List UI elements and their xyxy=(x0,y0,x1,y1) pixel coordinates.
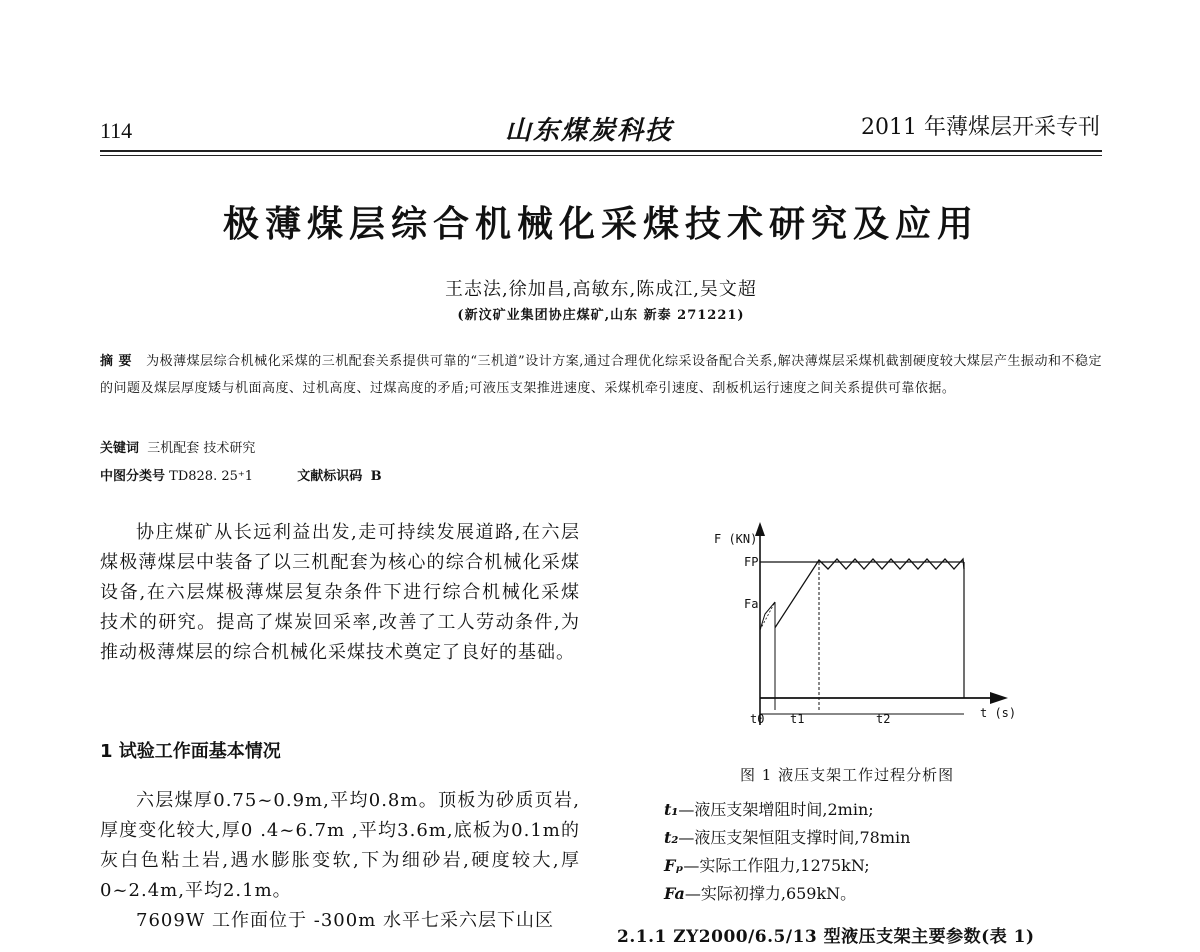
fa-label: Fa xyxy=(744,597,759,611)
figure-caption: 图 1 液压支架工作过程分析图 xyxy=(740,766,955,784)
section-1-body xyxy=(100,786,580,936)
subsection-heading: 2.1.1 ZY2000/6.5/13 型液压支架主要参数(表 1) xyxy=(617,927,1035,947)
header-rule xyxy=(100,150,1102,152)
authors: 王志法,徐加昌,高敏东,陈成江,吴文超 xyxy=(445,279,757,300)
intro-paragraph xyxy=(100,518,580,668)
y-axis-label: F (KN) xyxy=(714,532,758,546)
t2-label: t2 xyxy=(876,712,891,726)
clc-label: 中图分类号 xyxy=(100,469,166,484)
figure-1-chart xyxy=(700,520,1030,745)
fp-label: FP xyxy=(744,555,759,569)
journal-logo: 山东煤炭科技 xyxy=(505,116,674,146)
keywords: 三机配套 技术研究 xyxy=(147,441,256,456)
resistance-curve xyxy=(775,559,964,628)
legend-item: t₁—液压支架增阻时间,2min; xyxy=(664,800,874,819)
x-axis-arrow xyxy=(990,692,1008,704)
page-number: 114 xyxy=(100,118,133,143)
doc-code: B xyxy=(370,469,382,484)
header-rule-thin xyxy=(100,155,1102,156)
keywords-line xyxy=(100,437,255,456)
classification-line xyxy=(100,465,382,484)
legend-item: t₂—液压支架恒阻支撑时间,78min xyxy=(664,828,911,847)
t1-label: t1 xyxy=(790,712,805,726)
legend-item: Fₚ—实际工作阻力,1275kN; xyxy=(664,856,870,875)
intro-text: 协庄煤矿从长远利益出发,走可持续发展道路,在六层煤极薄煤层中装备了以三机配套为核心的综合机械化采煤设备,在六层煤极薄煤层复杂条件下进行综合机械化采煤技术的研究。提高了煤炭回采率,改善了工人劳动条件,为推动极薄煤层的综合机械化采煤技术奠定了良好的基础。 xyxy=(100,522,580,663)
legend-item: Fa—实际初撑力,659kN。 xyxy=(664,884,857,903)
abstract-text: 为极薄煤层综合机械化采煤的三机配套关系提供可靠的“三机道”设计方案,通过合理优化综采设备配合关系,解决薄煤层采煤机截割硬度较大煤层产生振动和不稳定的问题及煤层厚度矮与机面高度、过机高度、过煤高度的矛盾;可液压支架推进速度、采煤机牵引速度、刮板机运行速度之间关系提供可靠依据。 xyxy=(100,354,1102,396)
section-1-para-2: 7609W 工作面位于 -300m 水平七采六层下山区 xyxy=(136,910,554,931)
issue-title: 2011 年薄煤层开采专刊 xyxy=(861,115,1100,140)
doc-code-label: 文献标识码 xyxy=(297,469,363,484)
keywords-label: 关键词 xyxy=(100,441,140,456)
t0-label: t0 xyxy=(750,712,765,726)
section-1-para-1: 六层煤厚0.75~0.9m,平均0.8m。顶板为砂质页岩,厚度变化较大,厚0 .4~6.7m ,平均3.6m,底板为0.1m的灰白色粘土岩,遇水膨胀变软,下为细砂岩,硬度较大,厚0~2.4m,平均2.1m。 xyxy=(100,790,580,901)
affiliation: (新汶矿业集团协庄煤矿,山东 新泰 271221) xyxy=(457,308,745,323)
abstract xyxy=(100,348,1102,402)
abstract-label: 摘 要 xyxy=(100,354,133,369)
article-title: 极薄煤层综合机械化采煤技术研究及应用 xyxy=(222,203,979,245)
clc-code: TD828. 25⁺1 xyxy=(169,469,254,484)
section-1-heading: 1 试验工作面基本情况 xyxy=(100,741,281,762)
figure-legend xyxy=(664,796,910,908)
x-axis-label: t (s) xyxy=(980,706,1017,720)
fa-dash xyxy=(760,602,775,630)
